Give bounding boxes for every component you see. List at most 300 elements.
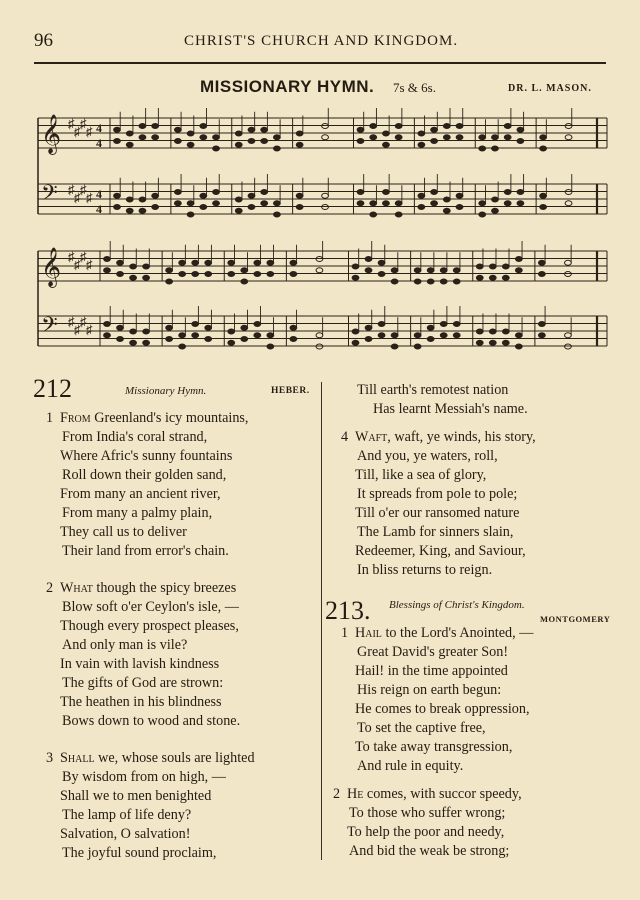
note-head <box>565 333 572 338</box>
note-head <box>114 205 121 210</box>
time-signature: 4 <box>96 202 102 216</box>
verse <box>46 409 248 561</box>
note-head <box>453 279 460 284</box>
verse <box>46 579 240 731</box>
note-head <box>179 272 186 277</box>
note-head <box>143 264 150 269</box>
note-head <box>440 333 447 338</box>
note-head <box>248 205 255 210</box>
note-head <box>517 201 524 206</box>
note-head <box>274 146 281 151</box>
note-head <box>166 325 173 330</box>
note-head <box>241 268 248 273</box>
note-head <box>290 272 297 277</box>
verse-line: His reign on earth begun: <box>357 682 502 698</box>
verse-line: And you, ye waters, roll, <box>357 448 498 464</box>
note-head <box>427 337 434 342</box>
note-head <box>391 344 398 349</box>
note-head <box>254 272 261 277</box>
note-head <box>117 260 124 265</box>
note-head <box>248 139 255 144</box>
verse-line: Great David's greater Son! <box>357 644 509 660</box>
note-head <box>565 190 572 195</box>
verse-line: Bows down to wood and stone. <box>62 713 241 729</box>
verse-line-text: Waft, waft, ye winds, his story, <box>355 429 536 445</box>
note-head <box>515 268 522 273</box>
note-head <box>453 333 460 338</box>
note-head <box>104 268 111 273</box>
hymn-title: Missionary Hymn. <box>125 385 207 397</box>
note-head <box>383 142 390 147</box>
note-head <box>538 322 545 327</box>
note-head <box>517 139 524 144</box>
note-head <box>104 333 111 338</box>
note-head <box>352 275 359 280</box>
verse-line: To set the captive free, <box>357 720 486 736</box>
verse-line: Till, like a sea of glory, <box>355 467 487 483</box>
verse-line: From many a palmy plain, <box>62 505 213 521</box>
note-head <box>261 139 268 144</box>
note-head <box>479 146 486 151</box>
note-head <box>538 333 545 338</box>
hymn-number: 212 <box>33 374 72 403</box>
note-head <box>515 257 522 262</box>
note-head <box>316 268 323 273</box>
verse-number: 2 <box>333 786 341 802</box>
verse-line: From many an ancient river, <box>60 486 221 502</box>
note-head <box>126 131 133 136</box>
note-head <box>456 124 463 129</box>
note-head <box>565 344 572 349</box>
note-head <box>213 135 220 140</box>
note-head <box>241 279 248 284</box>
note-head <box>296 142 303 147</box>
note-head <box>489 275 496 280</box>
note-head <box>235 131 242 136</box>
note-head <box>290 325 297 330</box>
note-head <box>395 135 402 140</box>
note-head <box>427 325 434 330</box>
note-head <box>476 329 483 334</box>
note-head <box>476 275 483 280</box>
note-head <box>241 337 248 342</box>
note-head <box>248 193 255 198</box>
note-head <box>414 333 421 338</box>
running-title: CHRIST'S CHURCH AND KINGDOM. <box>184 33 459 49</box>
note-head <box>370 124 377 129</box>
note-head <box>391 333 398 338</box>
note-head <box>414 344 421 349</box>
note-head <box>517 127 524 132</box>
tune-title: MISSIONARY HYMN. <box>200 77 375 96</box>
note-head <box>502 264 509 269</box>
note-head <box>357 190 364 195</box>
verse-line: Till earth's remotest nation <box>357 382 509 398</box>
note-head <box>395 201 402 206</box>
verse-number: 2 <box>46 580 54 596</box>
note-head <box>200 193 207 198</box>
note-head <box>254 322 261 327</box>
sharp-icon: ♯ <box>68 249 75 264</box>
verse-line: Though every prospect pleases, <box>60 618 239 634</box>
note-head <box>143 329 150 334</box>
note-head <box>370 135 377 140</box>
verse-line: Salvation, O salvation! <box>60 826 191 842</box>
verse-number: 4 <box>341 429 349 445</box>
verse-line: The Lamb for sinners slain, <box>357 524 514 540</box>
note-head <box>267 272 274 277</box>
time-signature: 4 <box>96 187 102 201</box>
note-head <box>427 268 434 273</box>
note-head <box>213 190 220 195</box>
note-head <box>395 124 402 129</box>
note-head <box>565 201 572 206</box>
sharp-icon: ♯ <box>74 190 81 205</box>
note-head <box>228 260 235 265</box>
note-head <box>414 268 421 273</box>
note-head <box>365 257 372 262</box>
note-head <box>395 212 402 217</box>
note-head <box>166 268 173 273</box>
note-head <box>114 127 121 132</box>
note-head <box>391 279 398 284</box>
note-head <box>476 340 483 345</box>
note-head <box>274 135 281 140</box>
note-head <box>254 333 261 338</box>
verse-line: To take away transgression, <box>355 739 513 755</box>
note-head <box>443 197 450 202</box>
note-head <box>316 257 323 262</box>
note-head <box>117 325 124 330</box>
note-head <box>357 201 364 206</box>
note-head <box>431 201 438 206</box>
verse-line: To help the poor and needy, <box>347 824 505 840</box>
verse-number: 1 <box>46 410 54 426</box>
note-head <box>235 208 242 213</box>
note-head <box>267 260 274 265</box>
note-head <box>418 131 425 136</box>
sharp-icon: ♯ <box>80 314 87 329</box>
note-head <box>456 205 463 210</box>
verse-line-text: He comes, with succor speedy, <box>347 786 522 802</box>
verse-line: And only man is vile? <box>62 637 188 653</box>
note-head <box>538 260 545 265</box>
note-head <box>228 340 235 345</box>
tune-meter: 7s & 6s. <box>393 80 436 95</box>
note-head <box>205 260 212 265</box>
note-head <box>383 190 390 195</box>
sharp-icon: ♯ <box>86 322 93 337</box>
note-head <box>479 135 486 140</box>
note-head <box>143 340 150 345</box>
verse-line-text: Shall we, whose souls are lighted <box>60 750 255 766</box>
tune-composer: DR. L. MASON. <box>508 83 592 94</box>
note-head <box>152 193 159 198</box>
note-head <box>248 127 255 132</box>
note-head <box>187 212 194 217</box>
note-head <box>370 201 377 206</box>
note-head <box>130 329 137 334</box>
note-head <box>322 205 329 210</box>
note-head <box>456 193 463 198</box>
note-head <box>174 127 181 132</box>
sharp-icon: ♯ <box>80 249 87 264</box>
verse-line: It spreads from pole to pole; <box>357 486 518 502</box>
note-head <box>192 333 199 338</box>
note-head <box>538 272 545 277</box>
note-head <box>352 340 359 345</box>
note-head <box>517 190 524 195</box>
note-head <box>114 193 121 198</box>
note-head <box>479 201 486 206</box>
note-head <box>565 260 572 265</box>
verse-line: Has learnt Messiah's name. <box>373 401 528 417</box>
note-head <box>205 272 212 277</box>
note-head <box>130 264 137 269</box>
sharp-icon: ♯ <box>68 182 75 197</box>
treble-clef-icon: 𝄞 <box>41 247 62 287</box>
verse-line-text: What though the spicy breezes <box>60 580 237 596</box>
note-head <box>139 197 146 202</box>
note-head <box>492 197 499 202</box>
note-head <box>440 279 447 284</box>
note-head <box>126 142 133 147</box>
note-head <box>502 275 509 280</box>
verse-line: And rule in equity. <box>357 758 464 774</box>
note-head <box>489 264 496 269</box>
note-head <box>200 205 207 210</box>
note-head <box>192 272 199 277</box>
verse-number: 3 <box>46 750 54 766</box>
note-head <box>540 205 547 210</box>
note-head <box>456 135 463 140</box>
note-head <box>166 337 173 342</box>
note-head <box>139 135 146 140</box>
page-number: 96 <box>34 30 53 51</box>
note-head <box>357 127 364 132</box>
sharp-icon: ♯ <box>74 322 81 337</box>
hymn-title: Blessings of Christ's Kingdom. <box>389 599 525 611</box>
note-head <box>378 322 385 327</box>
column-divider <box>321 382 322 860</box>
verse-line: Redeemer, King, and Saviour, <box>355 543 526 559</box>
note-head <box>261 127 268 132</box>
note-head <box>290 337 297 342</box>
note-head <box>130 275 137 280</box>
sharp-icon: ♯ <box>86 257 93 272</box>
note-head <box>187 131 194 136</box>
verse-line <box>46 409 248 428</box>
note-head <box>213 201 220 206</box>
note-head <box>443 208 450 213</box>
verse <box>333 785 522 861</box>
note-head <box>126 208 133 213</box>
note-head <box>179 333 186 338</box>
note-head <box>492 135 499 140</box>
note-head <box>322 193 329 198</box>
note-head <box>200 135 207 140</box>
note-head <box>492 146 499 151</box>
note-head <box>489 329 496 334</box>
note-head <box>370 212 377 217</box>
note-head <box>540 146 547 151</box>
note-head <box>187 142 194 147</box>
verse-line: The heathen in his blindness <box>60 694 222 710</box>
note-head <box>565 272 572 277</box>
note-head <box>228 272 235 277</box>
music-score <box>0 0 640 360</box>
verse-line-text: From Greenland's icy mountains, <box>60 410 249 426</box>
note-head <box>352 264 359 269</box>
verse-line <box>341 428 536 447</box>
note-head <box>274 212 281 217</box>
note-head <box>174 201 181 206</box>
verse-number: 1 <box>341 625 349 641</box>
verse-line: Roll down their golden sand, <box>62 467 227 483</box>
note-head <box>228 329 235 334</box>
note-head <box>117 337 124 342</box>
verse-line: The lamp of life deny? <box>62 807 192 823</box>
note-head <box>290 260 297 265</box>
verse-line <box>333 785 522 804</box>
note-head <box>322 135 329 140</box>
note-head <box>378 260 385 265</box>
note-head <box>114 139 121 144</box>
note-head <box>152 135 159 140</box>
note-head <box>200 124 207 129</box>
verse-line <box>341 624 533 643</box>
note-head <box>504 135 511 140</box>
note-head <box>241 325 248 330</box>
note-head <box>565 135 572 140</box>
note-head <box>296 205 303 210</box>
note-head <box>126 197 133 202</box>
note-head <box>235 142 242 147</box>
verse-line: The joyful sound proclaim, <box>62 845 217 861</box>
note-head <box>365 268 372 273</box>
note-head <box>414 279 421 284</box>
verse <box>341 624 533 776</box>
note-head <box>515 344 522 349</box>
note-head <box>391 268 398 273</box>
note-head <box>316 344 323 349</box>
hymn-author: MONTGOMERY <box>540 614 611 624</box>
note-head <box>440 268 447 273</box>
note-head <box>440 322 447 327</box>
sharp-icon: ♯ <box>80 182 87 197</box>
time-signature: 4 <box>96 136 102 150</box>
note-head <box>383 131 390 136</box>
note-head <box>187 201 194 206</box>
verse-line: Shall we to men benighted <box>60 788 212 804</box>
note-head <box>515 333 522 338</box>
note-head <box>540 135 547 140</box>
note-head <box>492 208 499 213</box>
sharp-icon: ♯ <box>86 190 93 205</box>
note-head <box>261 201 268 206</box>
note-head <box>213 146 220 151</box>
sharp-icon: ♯ <box>74 124 81 139</box>
verse-line: In vain with lavish kindness <box>60 656 220 672</box>
treble-clef-icon: 𝄞 <box>41 114 62 154</box>
note-head <box>166 279 173 284</box>
note-head <box>152 205 159 210</box>
verse-line: Till o'er our ransomed nature <box>355 505 520 521</box>
verse-line: And bid the weak be strong; <box>349 843 510 859</box>
note-head <box>267 333 274 338</box>
note-head <box>296 193 303 198</box>
note-head <box>479 212 486 217</box>
note-head <box>104 257 111 262</box>
hymn-author: HEBER. <box>271 386 310 396</box>
note-head <box>565 124 572 129</box>
note-head <box>179 344 186 349</box>
note-head <box>418 205 425 210</box>
verse-line: Blow soft o'er Ceylon's isle, — <box>62 599 239 615</box>
verse-line: From India's coral strand, <box>62 429 208 445</box>
note-head <box>205 337 212 342</box>
note-head <box>179 260 186 265</box>
verse-line: Where Afric's sunny fountains <box>60 448 233 464</box>
note-head <box>267 344 274 349</box>
hymn-number: 213. <box>325 596 371 625</box>
note-head <box>540 193 547 198</box>
note-head <box>502 329 509 334</box>
bass-clef-icon: 𝄢 <box>41 313 58 343</box>
note-head <box>502 340 509 345</box>
note-head <box>378 333 385 338</box>
note-head <box>476 264 483 269</box>
note-head <box>431 127 438 132</box>
verse-continued <box>357 381 528 419</box>
verse <box>341 428 536 580</box>
verse-line-text: Hail to the Lord's Anointed, — <box>355 625 534 641</box>
note-head <box>322 124 329 129</box>
note-head <box>431 190 438 195</box>
verse-line: He comes to break oppression, <box>355 701 530 717</box>
note-head <box>139 124 146 129</box>
note-head <box>365 337 372 342</box>
sharp-icon: ♯ <box>68 314 75 329</box>
note-head <box>378 272 385 277</box>
note-head <box>274 201 281 206</box>
note-head <box>205 325 212 330</box>
note-head <box>104 322 111 327</box>
note-head <box>192 322 199 327</box>
note-head <box>261 190 268 195</box>
note-head <box>443 135 450 140</box>
verse-line: In bliss returns to reign. <box>357 562 493 578</box>
note-head <box>174 190 181 195</box>
sharp-icon: ♯ <box>68 116 75 131</box>
note-head <box>316 333 323 338</box>
note-head <box>352 329 359 334</box>
note-head <box>427 279 434 284</box>
note-head <box>418 193 425 198</box>
verse-line: Their land from error's chain. <box>62 543 229 559</box>
note-head <box>143 275 150 280</box>
note-head <box>192 260 199 265</box>
note-head <box>504 190 511 195</box>
verse-line: By wisdom from on high, — <box>62 769 226 785</box>
note-head <box>504 124 511 129</box>
note-head <box>254 260 261 265</box>
sharp-icon: ♯ <box>80 116 87 131</box>
verse-line: They call us to deliver <box>60 524 187 540</box>
note-head <box>174 139 181 144</box>
note-head <box>453 322 460 327</box>
note-head <box>418 142 425 147</box>
